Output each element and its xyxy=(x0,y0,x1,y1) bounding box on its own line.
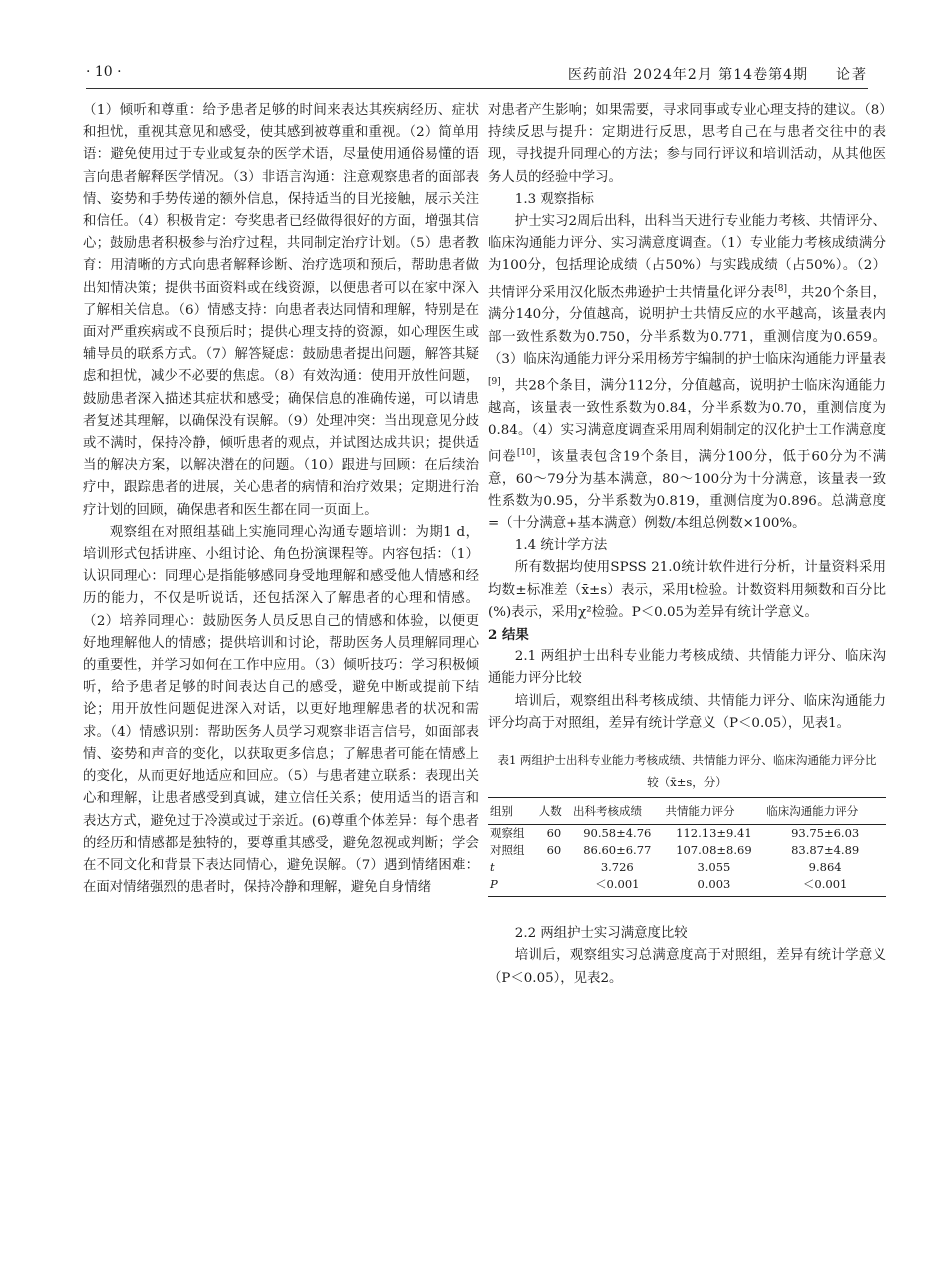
table-1 xyxy=(488,749,886,897)
table-cell xyxy=(537,859,571,876)
observation-group-training: 观察组在对照组基础上实施同理心沟通专题培训：为期1 d，培训形式包括讲座、小组讨论、角色扮演课程等。内容包括：（1）认识同理心：同理心是指能够感同身受地理解和感受他人情感和经历的能力，不仅是听说话，还包括深入了解患者的心理和情感。（2）培养同理心：鼓励医务人员反思自己的情感和体验，以便更好地理解他人的情感；提供培训和讨论，帮助医务人员理解同理心的重要性，并学习如何在工作中应用。（3）倾听技巧：学习积极倾听，给予患者足够的时间表达自己的感受，避免中断或提前下结论；用开放性问题促进深入对话，以更好地理解患者的状况和需求。（4）情感识别：帮助医务人员学习观察非语言信号，如面部表情、姿势和声音的变化，以获取更多信息；了解患者可能在情感上的变化，从而更好地适应和回应。（5）与患者建立联系：表现出关心和理解，让患者感受到真诚，建立信任关系；使用适当的语言和表达方式，避免过于冷漠或过于亲近。(6)尊重个体差异：每个患者的经历和情感都是独特的，要尊重其感受，避免忽视或判断；学会在不同文化和背景下表达同情心，避免误解。（7）遇到情绪困难：在面对情绪强烈的患者时，保持冷静和理解，避免自身情绪 xyxy=(83,524,479,896)
table-cell xyxy=(537,876,571,897)
table-cell: 112.13±9.41 xyxy=(676,826,752,841)
table-cell: 0.003 xyxy=(664,876,765,897)
table-header-cell: 共情能力评分 xyxy=(664,798,765,825)
table-1-caption: 表1 两组护士出科专业能力考核成绩、共情能力评分、临床沟通能力评分比较（x̄±s，分） xyxy=(497,753,877,790)
statistics-paragraph: 所有数据均使用SPSS 21.0统计软件进行分析，计量资料采用均数±标准差（x̄±s）表示，采用t检验。计数资料用频数和百分比(%)表示，采用χ²检验。P＜0.05为差异有统计学意义。 xyxy=(488,560,886,620)
heading-1-4: 1.4 统计学方法 xyxy=(514,538,608,554)
running-header xyxy=(86,62,868,89)
citation-9[interactable]: [9] xyxy=(488,376,501,387)
page-number: · 10 · xyxy=(86,64,122,80)
table-row xyxy=(488,859,886,876)
table-cell: 3.726 xyxy=(600,860,634,875)
indicators-paragraph: 护士实习2周后出科，出科当天进行专业能力考核、共情评分、临床沟通能力评分、实习满意度调查。（1）专业能力考核成绩满分为100分，包括理论成绩（占50%）与实践成绩（占50%）。（2）共情评分采用汉化版杰弗逊护士共情量化评分表[8]，共20个条目，满分140分，分值越高，说明护士共情反应的水平越高，该量表内部一致性系数为0.750，分半系数为0.771，重测信度为0.659。（3）临床沟通能力评分采用杨芳宇编制的护士临床沟通能力评量表[9]，共28个条目，满分112分，分值越高，说明护士临床沟通能力越高，该量表一致性系数为0.84，分半系数为0.70，重测信度为0.84。（4）实习满意度调查采用周利娟制定的汉化护士工作满意度问卷[10]，该量表包含19个条目，满分100分，低于60分为不满意，60～79分为基本满意，80～100分为十分满意，该量表一致性系数为0.95，分半系数为0.819，重测信度为0.896。总满意度=（十分满意+基本满意）例数/本组总例数×100%。 xyxy=(488,214,887,532)
table-cell: 对照组 xyxy=(490,843,525,858)
table-cell: t xyxy=(490,860,495,875)
table-cell: 9.864 xyxy=(808,860,842,875)
results-2-1-paragraph: 培训后，观察组出科考核成绩、共情能力评分、临床沟通能力评分均高于对照组，差异有统计学意义（P＜0.05），见表1。 xyxy=(488,693,886,731)
table-header-cell: 组别 xyxy=(488,798,537,825)
table-cell: ＜0.001 xyxy=(764,876,886,897)
table-1-grid xyxy=(488,797,886,897)
heading-2-1: 2.1 两组护士出科专业能力考核成绩、共情能力评分、临床沟通能力评分比较 xyxy=(488,649,886,687)
table-cell: 93.75±6.03 xyxy=(791,826,860,841)
citation-10[interactable]: [10] xyxy=(516,447,536,458)
table-row xyxy=(488,876,886,897)
table-cell: P xyxy=(488,876,537,897)
table-cell: 3.055 xyxy=(697,860,731,875)
table-header-cell: 人数 xyxy=(537,798,571,825)
results-2-2-paragraph: 培训后，观察组实习总满意度高于对照组，差异有统计学意义（P＜0.05），见表2。 xyxy=(488,948,886,986)
left-column xyxy=(83,100,479,899)
section-type: 论著 xyxy=(836,67,868,83)
citation-8[interactable]: [8] xyxy=(774,283,787,294)
table-header-cell: 临床沟通能力评分 xyxy=(764,798,886,825)
table-cell: 观察组 xyxy=(490,826,525,841)
table-cell: 83.87±4.89 xyxy=(791,843,860,858)
journal-info: 医药前沿 2024年2月 第14卷第4期 xyxy=(567,67,808,83)
table-cell: 60 xyxy=(546,826,562,841)
heading-1-3: 1.3 观察指标 xyxy=(514,191,594,207)
table-row xyxy=(488,842,886,859)
heading-2-2: 2.2 两组护士实习满意度比较 xyxy=(514,926,688,942)
table-cell: 86.60±6.77 xyxy=(583,843,652,858)
table-cell: 90.58±4.76 xyxy=(583,826,652,841)
table-cell: 107.08±8.69 xyxy=(676,843,752,858)
table-header-cell: 出科考核成绩 xyxy=(571,798,664,825)
heading-results: 2 结果 xyxy=(488,627,529,644)
table-cell: 60 xyxy=(546,843,562,858)
table-cell: ＜0.001 xyxy=(571,876,664,897)
training-continued: 对患者产生影响；如果需要，寻求同事或专业心理支持的建议。（8）持续反思与提升：定期进行反思，思考自己在与患者交往中的表现，寻找提升同理心的方法；参与同行评议和培训活动，从其他医务人员的经验中学习。 xyxy=(488,103,886,185)
control-group-steps: （1）倾听和尊重：给予患者足够的时间来表达其疾病经历、症状和担忧，重视其意见和感受，使其感到被尊重和重视。（2）简单用语：避免使用过于专业或复杂的医学术语，尽量使用通俗易懂的语言向患者解释医学情况。（3）非语言沟通：注意观察患者的面部表情、姿势和手势传递的额外信息，保持适当的目光接触，展示关注和信任。（4）积极肯定：夸奖患者已经做得很好的方面，增强其信心；鼓励患者积极参与治疗过程，共同制定治疗计划。（5）患者教育：用清晰的方式向患者解释诊断、治疗选项和预后，帮助患者做出知情决策；提供书面资料或在线资源，以便患者可以在家中深入了解相关信息。（6）情感支持：向患者表达同情和理解，特别是在面对严重疾病或不良预后时；提供心理支持的资源，如心理医生或辅导员的联系方式。（7）解答疑虑：鼓励患者提出问题，解答其疑虑和担忧，减少不必要的焦虑。（8）有效沟通：使用开放性问题，鼓励患者深入描述其症状和感受；确保信息的准确传递，可以请患者复述其理解，以确保没有误解。（9）处理冲突：当出现意见分歧或不满时，保持冷静，倾听患者的观点，并试图达成共识；提供适当的解决方案，以解决潜在的问题。（10）跟进与回顾：在后续治疗中，跟踪患者的进展，关心患者的病情和治疗效果；定期进行治疗计划的回顾，确保患者和医生都在同一页面上。 xyxy=(83,103,479,518)
table-row xyxy=(488,825,886,843)
right-column xyxy=(488,100,886,990)
